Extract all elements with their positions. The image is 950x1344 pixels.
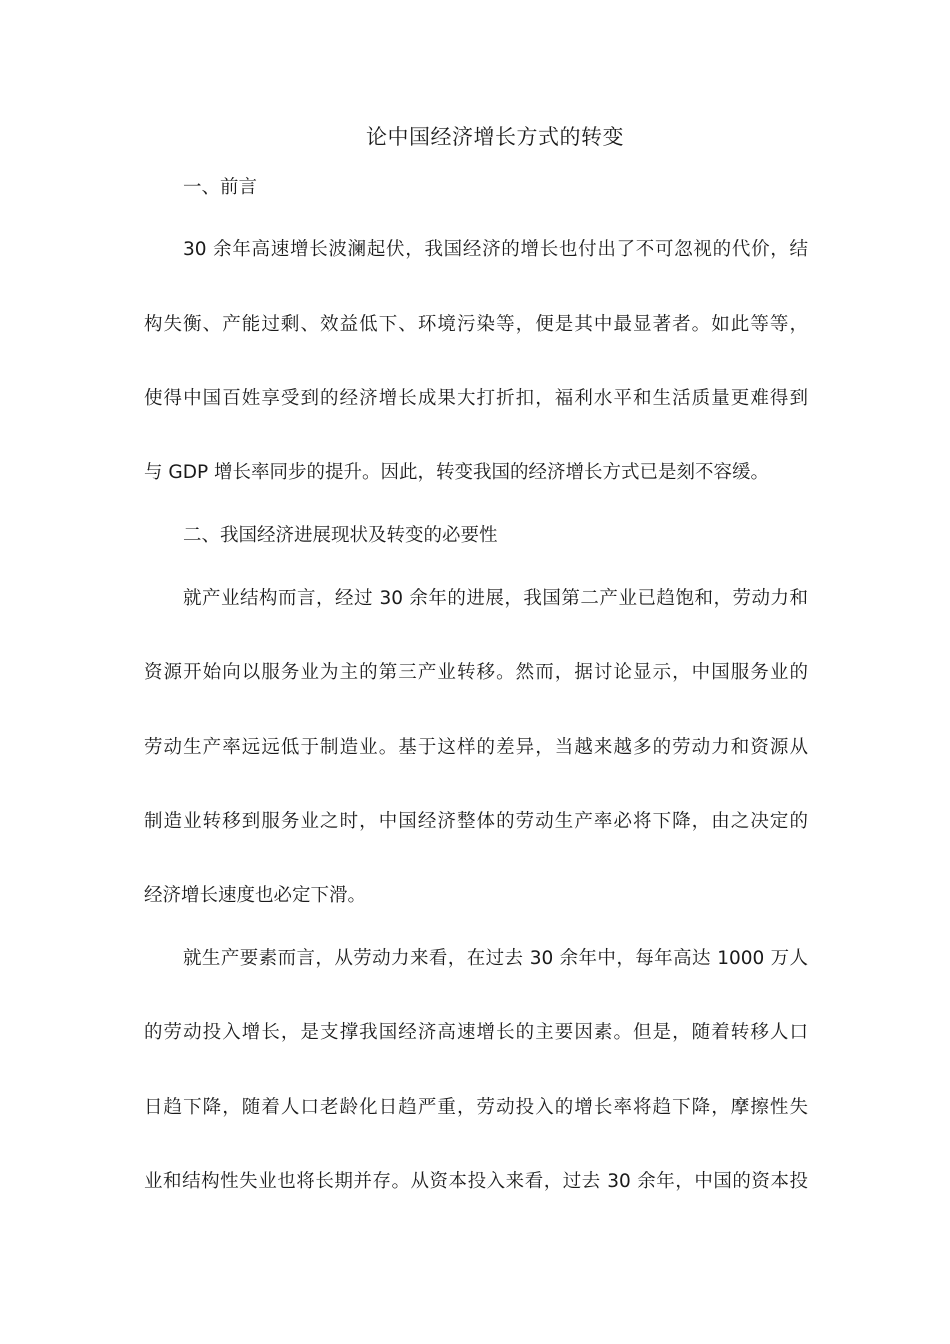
paragraph-3-line-3: 日趋下降，随着人口老龄化日趋严重，劳动投入的增长率将趋下降，摩擦性失 xyxy=(144,1097,808,1118)
paragraph-2-line-3: 劳动生产率远远低于制造业。基于这样的差异，当越来越多的劳动力和资源从 xyxy=(144,737,808,758)
section-heading-status: 二、我国经济进展现状及转变的必要性 xyxy=(183,525,498,546)
paragraph-1-line-3: 使得中国百姓享受到的经济增长成果大打折扣，福利水平和生活质量更难得到 xyxy=(144,388,808,409)
paragraph-1-line-2: 构失衡、产能过剩、效益低下、环境污染等，便是其中最显著者。如此等等， xyxy=(144,314,808,335)
document-title: 论中国经济增长方式的转变 xyxy=(366,125,624,149)
paragraph-1-line-1: 30 余年高速增长波澜起伏，我国经济的增长也付出了不可忽视的代价，结 xyxy=(183,239,808,260)
paragraph-2-line-4: 制造业转移到服务业之时，中国经济整体的劳动生产率必将下降，由之决定的 xyxy=(144,811,808,832)
paragraph-1-line-4: 与 GDP 增长率同步的提升。因此，转变我国的经济增长方式已是刻不容缓。 xyxy=(144,462,770,483)
paragraph-2-line-1: 就产业结构而言，经过 30 余年的进展，我国第二产业已趋饱和，劳动力和 xyxy=(183,588,808,609)
paragraph-3-line-1: 就生产要素而言，从劳动力来看，在过去 30 余年中，每年高达 1000 万人 xyxy=(183,948,808,969)
paragraph-2-line-2: 资源开始向以服务业为主的第三产业转移。然而，据讨论显示，中国服务业的 xyxy=(144,662,808,683)
paragraph-3-line-4: 业和结构性失业也将长期并存。从资本投入来看，过去 30 余年，中国的资本投 xyxy=(144,1171,808,1192)
paragraph-2-line-5: 经济增长速度也必定下滑。 xyxy=(144,885,367,906)
section-heading-preface: 一、前言 xyxy=(183,177,258,198)
paragraph-3-line-2: 的劳动投入增长，是支撑我国经济高速增长的主要因素。但是，随着转移人口 xyxy=(144,1022,808,1043)
